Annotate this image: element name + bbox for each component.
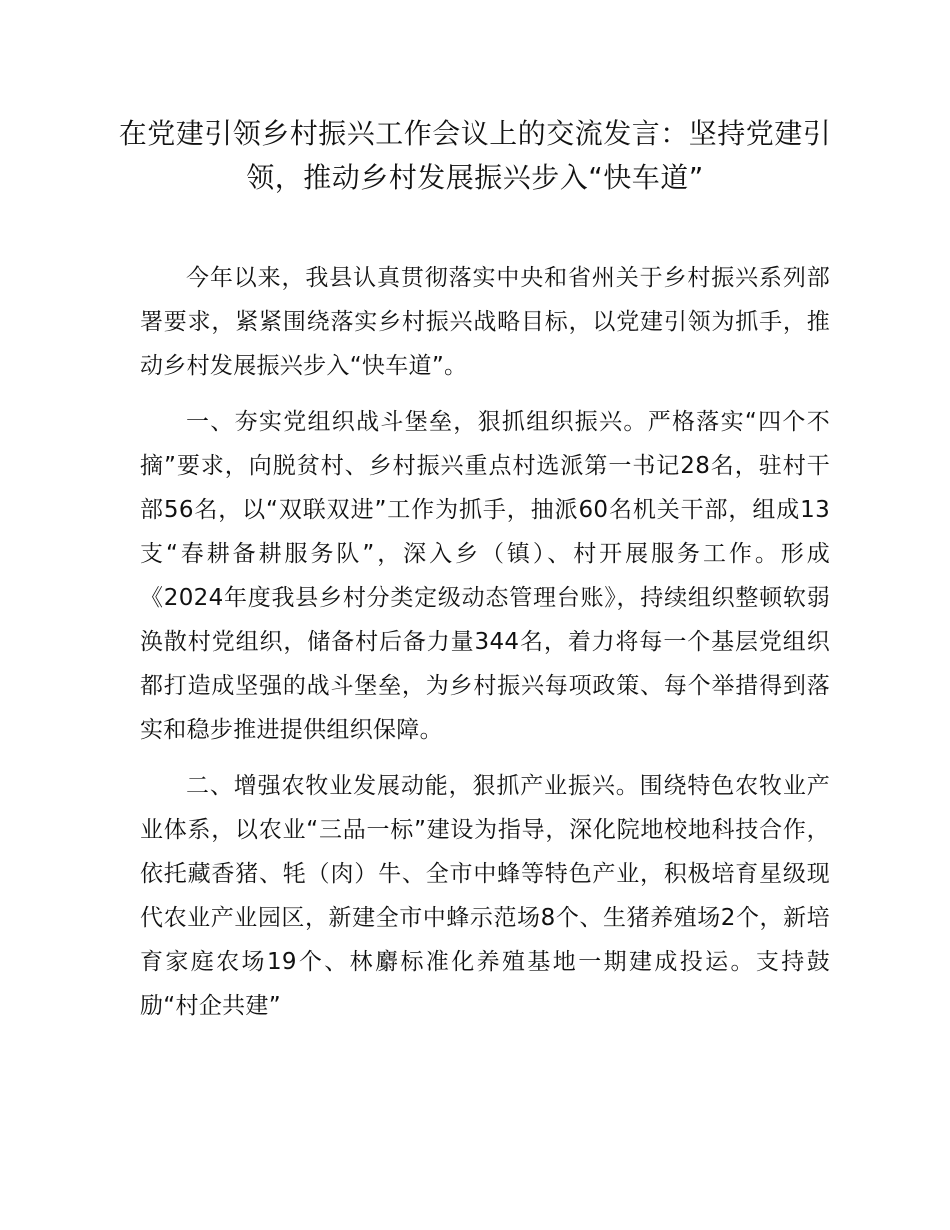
document-title: 在党建引领乡村振兴工作会议上的交流发言：坚持党建引领，推动乡村发展振兴步入“快车道” — [118, 117, 832, 194]
paragraph-industry: 二、增强农牧业发展动能，狠抓产业振兴。围绕特色农牧业产业体系，以农业“三品一标”建设为指导，深化院地校地科技合作，依托藏香猪、牦（肉）牛、全市中蜂等特色产业，积极培育星级现代农业产业园区，新建全市中蜂示范场8个、生猪养殖场2个，新培育家庭农场19个、林麝标准化养殖基地一期建成投运。支持鼓励“村企共建” — [140, 773, 830, 1019]
document-body — [140, 256, 830, 1040]
paragraph-organization: 一、夯实党组织战斗堡垒，狠抓组织振兴。严格落实“四个不摘”要求，向脱贫村、乡村振兴重点村选派第一书记28名，驻村干部56名，以“双联双进”工作为抓手，抽派60名机关干部，组成13支“春耕备耕服务队”，深入乡（镇）、村开展服务工作。形成《2024年度我县乡村分类定级动态管理台账》，持续组织整顿软弱涣散村党组织，储备村后备力量344名，着力将每一个基层党组织都打造成坚强的战斗堡垒，为乡村振兴每项政策、每个举措得到落实和稳步推进提供组织保障。 — [140, 409, 830, 743]
paragraph-intro: 今年以来，我县认真贯彻落实中央和省州关于乡村振兴系列部署要求，紧紧围绕落实乡村振兴战略目标，以党建引领为抓手，推动乡村发展振兴步入“快车道”。 — [140, 265, 830, 379]
